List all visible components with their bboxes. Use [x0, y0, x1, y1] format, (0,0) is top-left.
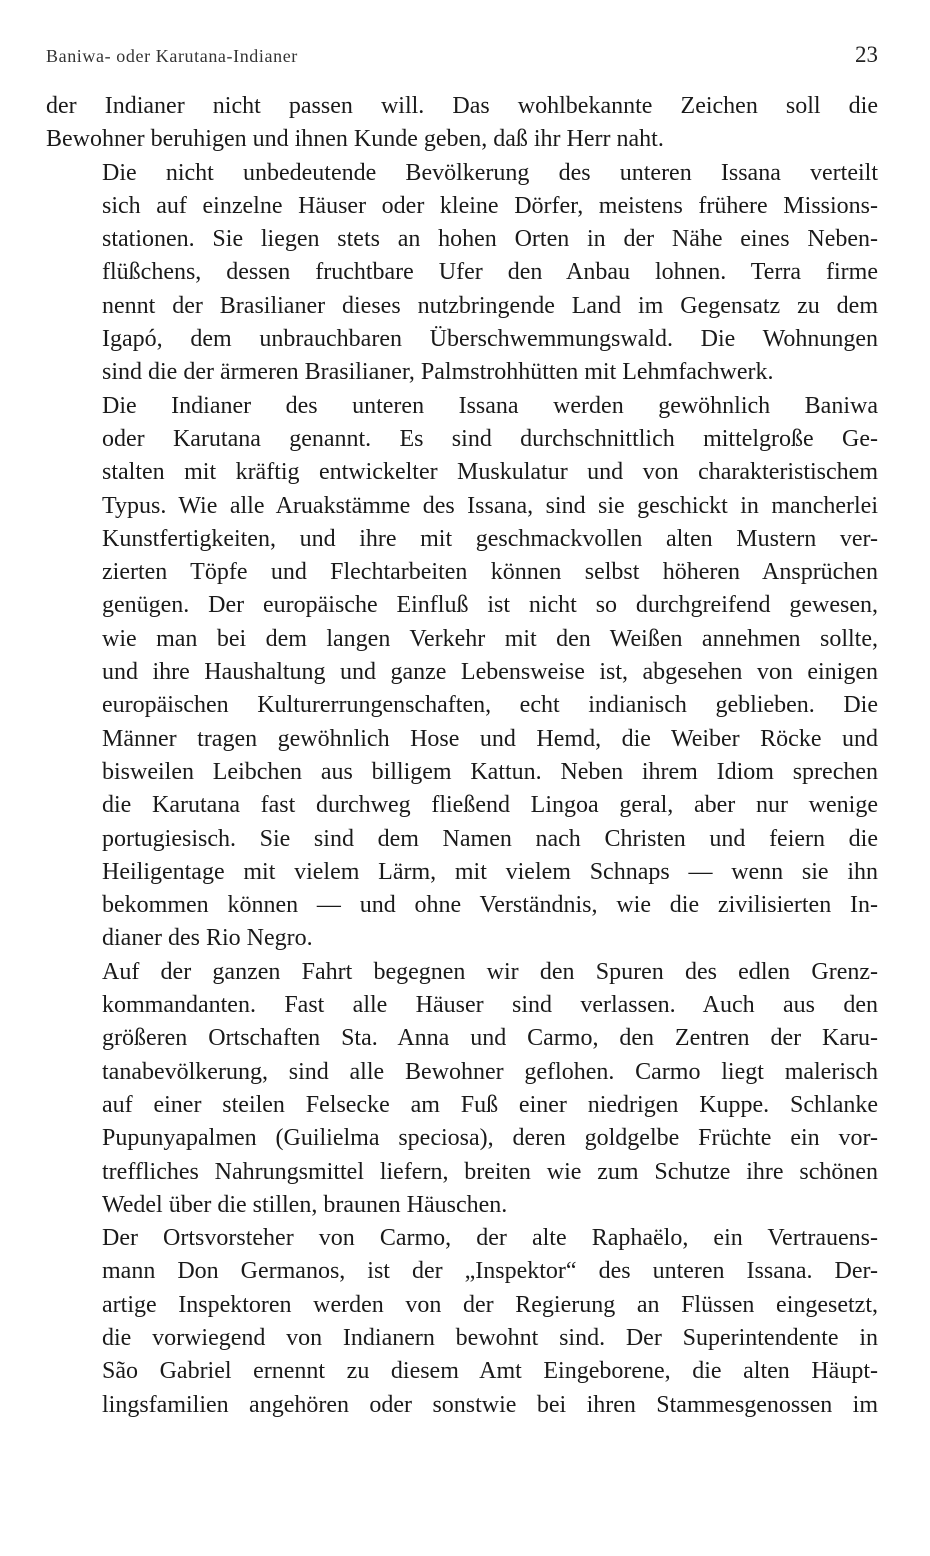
text-line: zierten Töpfe und Flechtarbeiten können selbst höheren Ansprüchen — [102, 559, 878, 586]
text-line: Bewohner beruhigen und ihnen Kunde geben, daß ihr Herr naht. — [46, 126, 664, 153]
text-line: Heiligentage mit vielem Lärm, mit vielem Schnaps — wenn sie ihn — [102, 858, 878, 885]
text-line: Die Indianer des unteren Issana werden gewöhnlich Baniwa — [102, 392, 878, 419]
text-line: die vorwiegend von Indianern bewohnt sind. Der Superintendente in — [102, 1324, 878, 1351]
text-line: oder Karutana genannt. Es sind durchschnittlich mittelgroße Ge- — [102, 425, 878, 452]
text-line: die Karutana fast durchweg fließend Lingoa geral, aber nur wenige — [102, 792, 878, 819]
text-line: kommandanten. Fast alle Häuser sind verlassen. Auch aus den — [102, 992, 878, 1019]
text-line: bisweilen Leibchen aus billigem Kattun. Neben ihrem Idiom sprechen — [102, 758, 878, 785]
text-line: flüßchens, dessen fruchtbare Ufer den Anbau lohnen. Terra firme — [102, 259, 878, 286]
text-line: Typus. Wie alle Aruakstämme des Issana, sind sie geschickt in mancherlei — [102, 492, 878, 519]
text-line: Igapó, dem unbrauchbaren Überschwemmungswald. Die Wohnungen — [102, 326, 878, 353]
text-line: der Indianer nicht passen will. Das wohlbekannte Zeichen soll die — [46, 93, 878, 119]
text-line: sind die der ärmeren Brasilianer, Palmstrohhütten mit Lehmfachwerk. — [102, 359, 774, 386]
text-line: lingsfamilien angehören oder sonstwie bei ihren Stammesgenossen im — [102, 1391, 878, 1418]
text-line: sich auf einzelne Häuser oder kleine Dörfer, meistens frühere Missions- — [102, 192, 878, 219]
text-line: europäischen Kulturerrungenschaften, echt indianisch geblieben. Die — [102, 692, 878, 719]
book-page — [46, 34, 878, 1422]
text-line: und ihre Haushaltung und ganze Lebensweise ist, abgesehen von einigen — [102, 659, 878, 686]
text-line: Männer tragen gewöhnlich Hose und Hemd, die Weiber Röcke und — [102, 725, 878, 752]
text-line: nennt der Brasilianer dieses nutzbringende Land im Gegensatz zu dem — [102, 292, 878, 319]
text-line: treffliches Nahrungsmittel liefern, breiten wie zum Schutze ihre schönen — [102, 1158, 878, 1185]
text-line: wie man bei dem langen Verkehr mit den Weißen annehmen sollte, — [102, 625, 878, 652]
paragraph — [46, 157, 878, 390]
paragraph — [46, 90, 878, 157]
running-title: Baniwa- oder Karutana-Indianer — [46, 46, 298, 66]
text-line: auf einer steilen Felsecke am Fuß einer niedrigen Kuppe. Schlanke — [102, 1091, 878, 1118]
page-number: 23 — [855, 42, 878, 67]
text-line: bekommen können — und ohne Verständnis, wie die zivilisierten In- — [102, 892, 878, 919]
text-line: stalten mit kräftig entwickelter Muskulatur und von charakteristischem — [102, 459, 878, 486]
text-line: stationen. Sie liegen stets an hohen Orten in der Nähe eines Neben- — [102, 226, 878, 253]
paragraph — [46, 956, 878, 1222]
text-line: Der Ortsvorsteher von Carmo, der alte Raphaëlo, ein Vertrauens- — [102, 1225, 878, 1252]
text-line: größeren Ortschaften Sta. Anna und Carmo, den Zentren der Karu- — [102, 1025, 878, 1052]
body-text — [46, 90, 878, 1422]
text-line: Die nicht unbedeutende Bevölkerung des unteren Issana verteilt — [102, 159, 878, 186]
text-line: dianer des Rio Negro. — [102, 925, 313, 952]
running-head — [46, 34, 878, 90]
text-line: Auf der ganzen Fahrt begegnen wir den Spuren des edlen Grenz- — [102, 958, 878, 985]
text-line: mann Don Germanos, ist der „Inspektor“ des unteren Issana. Der- — [102, 1258, 878, 1285]
text-line: Wedel über die stillen, braunen Häuschen. — [102, 1191, 508, 1218]
text-line: Kunstfertigkeiten, und ihre mit geschmackvollen alten Mustern ver- — [102, 525, 878, 552]
text-line: São Gabriel ernennt zu diesem Amt Eingeborene, die alten Häupt- — [102, 1358, 878, 1385]
text-line: portugiesisch. Sie sind dem Namen nach Christen und feiern die — [102, 825, 878, 852]
text-line: tanabevölkerung, sind alle Bewohner geflohen. Carmo liegt malerisch — [102, 1058, 878, 1085]
text-line: genügen. Der europäische Einfluß ist nicht so durchgreifend gewesen, — [102, 592, 878, 619]
paragraph — [46, 390, 878, 956]
paragraph — [46, 1222, 878, 1422]
text-line: artige Inspektoren werden von der Regierung an Flüssen eingesetzt, — [102, 1291, 878, 1318]
text-line: Pupunyapalmen (Guilielma speciosa), deren goldgelbe Früchte ein vor- — [102, 1125, 878, 1152]
